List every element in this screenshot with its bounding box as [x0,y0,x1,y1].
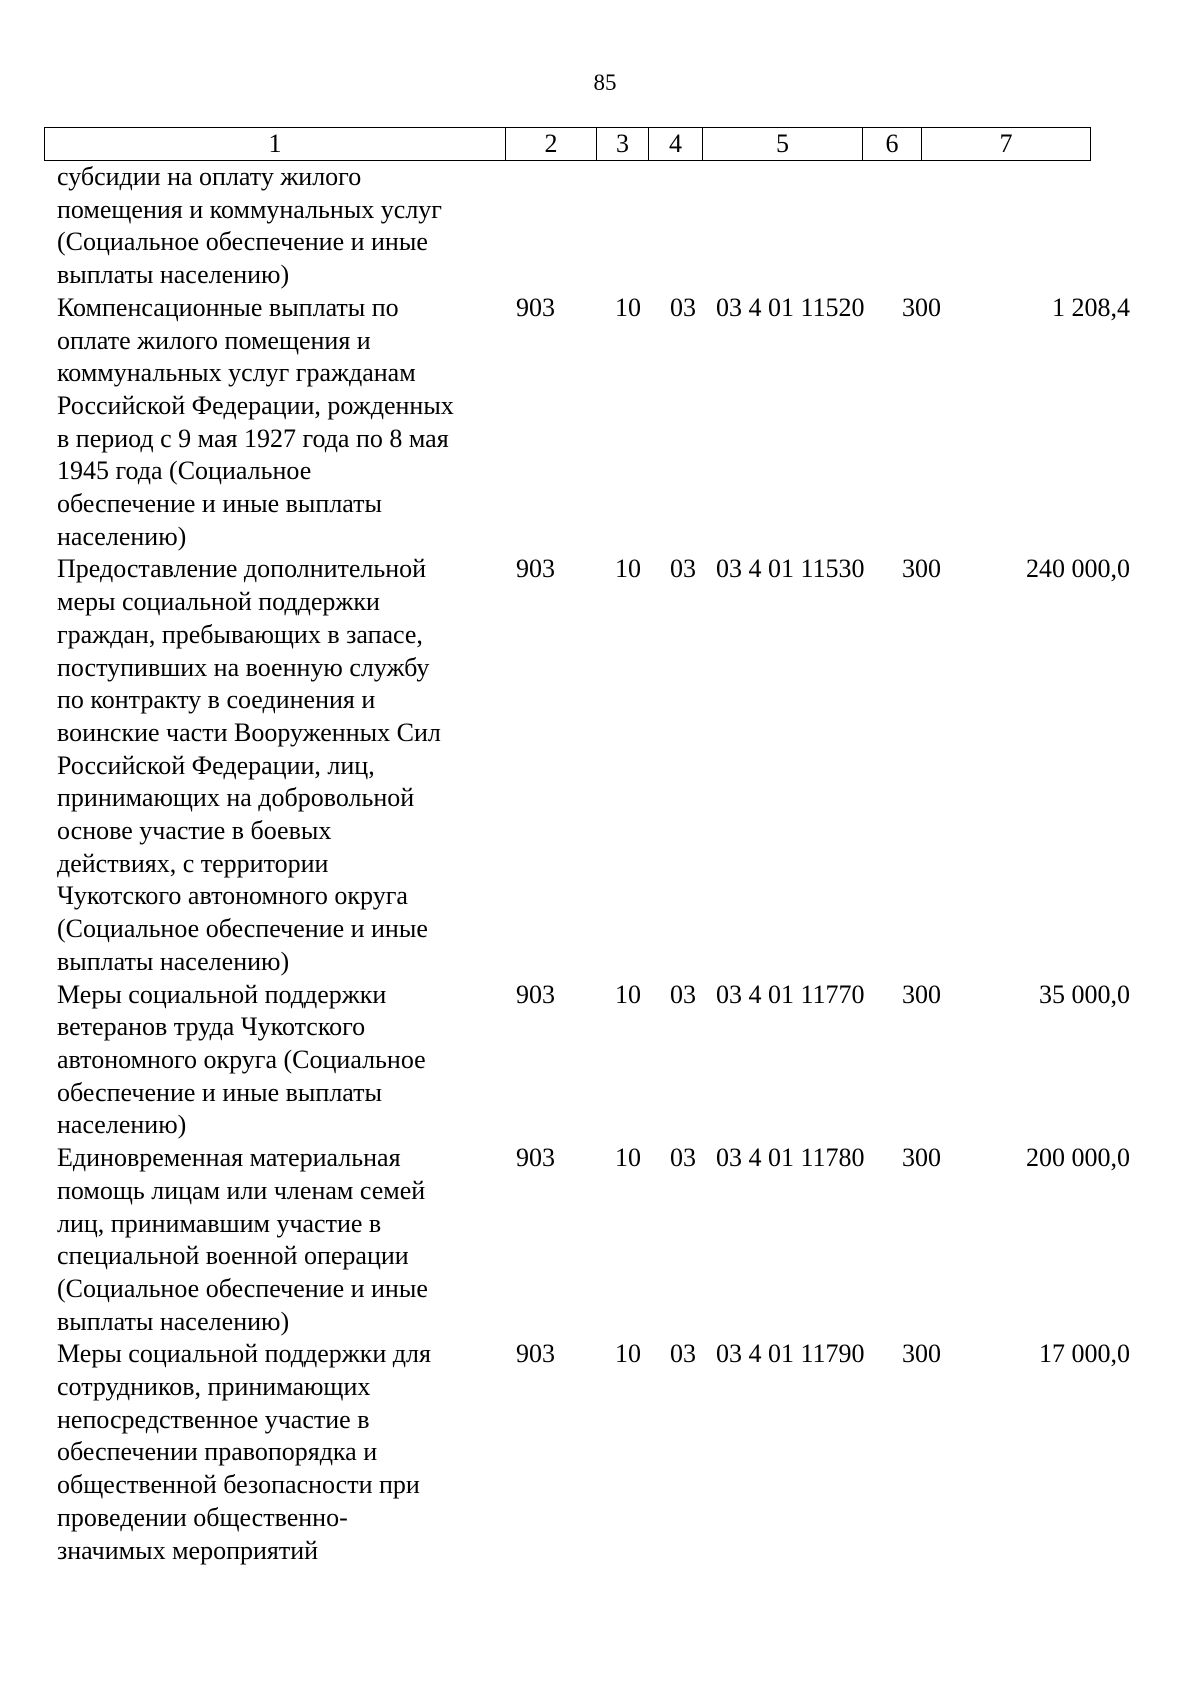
row-col-3: 10 [615,554,641,584]
column-number-header [44,127,1091,161]
row-col-5: 03 4 01 11520 [716,292,865,322]
row-col-2: 903 [516,979,555,1009]
header-col-1: 1 [45,128,506,161]
row-name: Предоставление дополнительной меры социальной поддержки граждан, пребывающих в запасе, поступивших на военную службу по контракту в соединения и воинские части Вооруженных Сил Российской Федерации, лиц, принимающих на добровольной основе участие в боевых действиях, с территории Чукотского автономного округа (Социальное обеспечение и иные выплаты населению) [57,554,441,976]
row-col-6: 300 [902,554,941,584]
row-col-6: 300 [902,1339,941,1369]
row-col-6: 300 [902,979,941,1009]
row-col-5: 03 4 01 11770 [716,979,865,1009]
row-col-4: 03 [670,979,696,1009]
row-name: Единовременная материальная помощь лицам или членам семей лиц, принимавшим участие в специальной военной операции (Социальное обеспечение и иные выплаты населению) [57,1143,428,1336]
row-amount: 240 000,0 [1026,554,1130,584]
header-col-3: 3 [597,128,649,161]
row-col-6: 300 [902,1143,941,1173]
row-amount: 17 000,0 [1039,1339,1130,1369]
table-row [44,979,1140,1143]
page-number: 85 [593,70,617,95]
row-col-4: 03 [670,554,696,584]
row-col-3: 10 [615,979,641,1009]
table-row [44,553,1140,978]
row-col-5: 03 4 01 11780 [716,1143,865,1173]
row-col-2: 903 [516,1339,555,1369]
row-col-4: 03 [670,292,696,322]
row-name: Меры социальной поддержки ветеранов труда Чукотского автономного округа (Социальное обеспечение и иные выплаты населению) [57,979,426,1140]
row-col-3: 10 [615,1339,641,1369]
row-col-4: 03 [670,1143,696,1173]
row-col-5: 03 4 01 11790 [716,1339,865,1369]
budget-table-body [44,161,1140,1567]
row-amount: 1 208,4 [1052,292,1130,322]
row-col-6: 300 [902,292,941,322]
row-amount: 200 000,0 [1026,1143,1130,1173]
row-col-3: 10 [615,1143,641,1173]
row-col-2: 903 [516,1143,555,1173]
row-col-2: 903 [516,292,555,322]
header-col-7: 7 [922,128,1091,161]
table-row [44,161,1140,292]
header-col-5: 5 [703,128,863,161]
header-col-6: 6 [863,128,922,161]
row-col-4: 03 [670,1339,696,1369]
row-name: субсидии на оплату жилого помещения и коммунальных услуг (Социальное обеспечение и иные выплаты населению) [57,162,442,290]
row-name: Меры социальной поддержки для сотрудников, принимающих непосредственное участие в обеспечении правопорядка и общественной безопасности при проведении общественно- значимых мероприятий [57,1339,431,1565]
header-col-4: 4 [649,128,703,161]
table-row [44,1142,1140,1338]
row-col-2: 903 [516,554,555,584]
table-row [44,1338,1140,1567]
row-col-3: 10 [615,292,641,322]
table-row [44,292,1140,554]
row-col-5: 03 4 01 11530 [716,554,865,584]
row-name: Компенсационные выплаты по оплате жилого помещения и коммунальных услуг гражданам Российской Федерации, рожденных в период с 9 мая 1927 года по 8 мая 1945 года (Социальное обеспечение и иные выплаты населению) [57,292,454,551]
row-amount: 35 000,0 [1039,979,1130,1009]
header-col-2: 2 [506,128,597,161]
